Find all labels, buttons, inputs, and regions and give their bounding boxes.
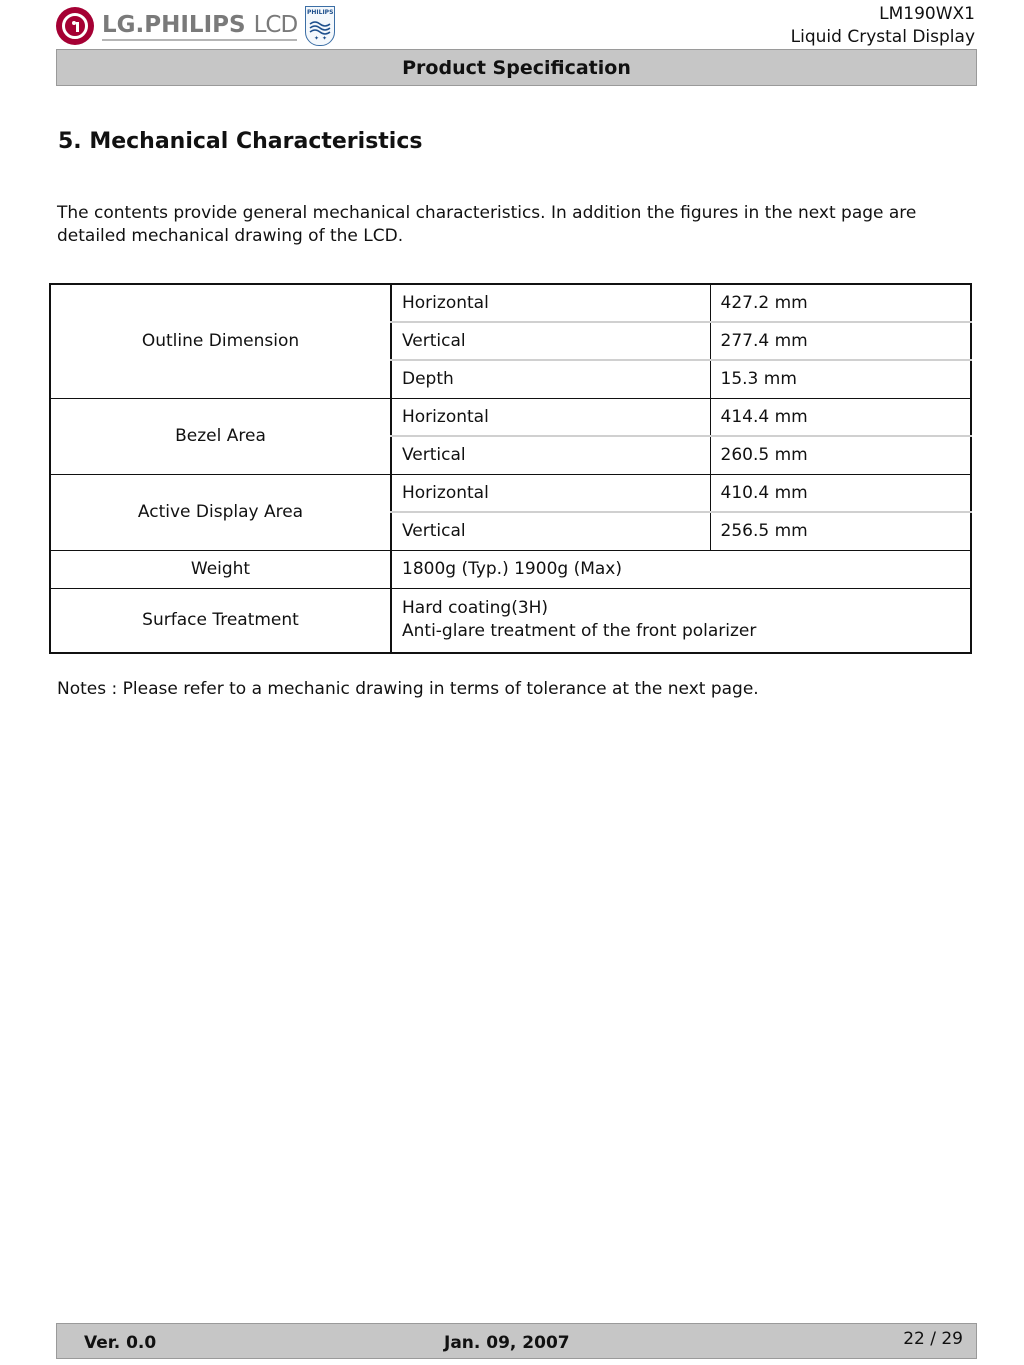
product-type: Liquid Crystal Display	[790, 27, 975, 47]
value-cell: 427.2 mm	[710, 284, 971, 322]
sub-label-cell: Horizontal	[391, 284, 710, 322]
model-number: LM190WX1	[879, 4, 975, 24]
value-cell	[391, 588, 971, 653]
svg-text:✦: ✦	[322, 35, 328, 42]
table-row	[50, 474, 971, 512]
sub-label-cell: Horizontal	[391, 398, 710, 436]
surface-line-2: Anti-glare treatment of the front polarizer	[402, 621, 757, 642]
category-cell: Active Display Area	[50, 474, 391, 550]
category-cell: Outline Dimension	[50, 284, 391, 398]
table-row	[50, 588, 971, 653]
svg-text:✦: ✦	[314, 35, 320, 42]
value-cell: 256.5 mm	[710, 512, 971, 550]
notes-text: Notes : Please refer to a mechanic drawing in terms of tolerance at the next page.	[57, 679, 759, 699]
table-row	[50, 550, 971, 588]
philips-shield-icon: PHILIPS ✦ ✦	[305, 6, 335, 46]
value-cell: 1800g (Typ.) 1900g (Max)	[391, 550, 971, 588]
value-cell: 260.5 mm	[710, 436, 971, 474]
document-id	[791, 3, 975, 49]
lg-logo-icon	[56, 7, 94, 45]
page-footer	[56, 1323, 977, 1359]
sub-label-cell: Horizontal	[391, 474, 710, 512]
value-cell: 410.4 mm	[710, 474, 971, 512]
page-number: 22 / 29	[903, 1329, 963, 1349]
category-cell: Bezel Area	[50, 398, 391, 474]
sub-label-cell: Vertical	[391, 436, 710, 474]
table-row	[50, 398, 971, 436]
date-label: Jan. 09, 2007	[444, 1333, 570, 1353]
value-cell: 414.4 mm	[710, 398, 971, 436]
version-label: Ver. 0.0	[84, 1333, 157, 1353]
mechanical-spec-table	[49, 283, 972, 654]
brand-name: LG.PHILIPS LCD	[102, 12, 297, 41]
sub-label-cell: Vertical	[391, 322, 710, 360]
table-row	[50, 284, 971, 322]
lg-philips-logo	[56, 4, 335, 48]
value-cell: 277.4 mm	[710, 322, 971, 360]
value-cell: 15.3 mm	[710, 360, 971, 398]
section-title: 5. Mechanical Characteristics	[58, 129, 423, 154]
category-cell: Weight	[50, 550, 391, 588]
page-banner: Product Specification	[56, 49, 977, 86]
surface-line-1: Hard coating(3H)	[402, 598, 549, 619]
sub-label-cell: Vertical	[391, 512, 710, 550]
sub-label-cell: Depth	[391, 360, 710, 398]
intro-paragraph: The contents provide general mechanical characteristics. In addition the figures in the next page are detailed mechanical drawing of the LCD.	[57, 203, 917, 246]
category-cell: Surface Treatment	[50, 588, 391, 653]
